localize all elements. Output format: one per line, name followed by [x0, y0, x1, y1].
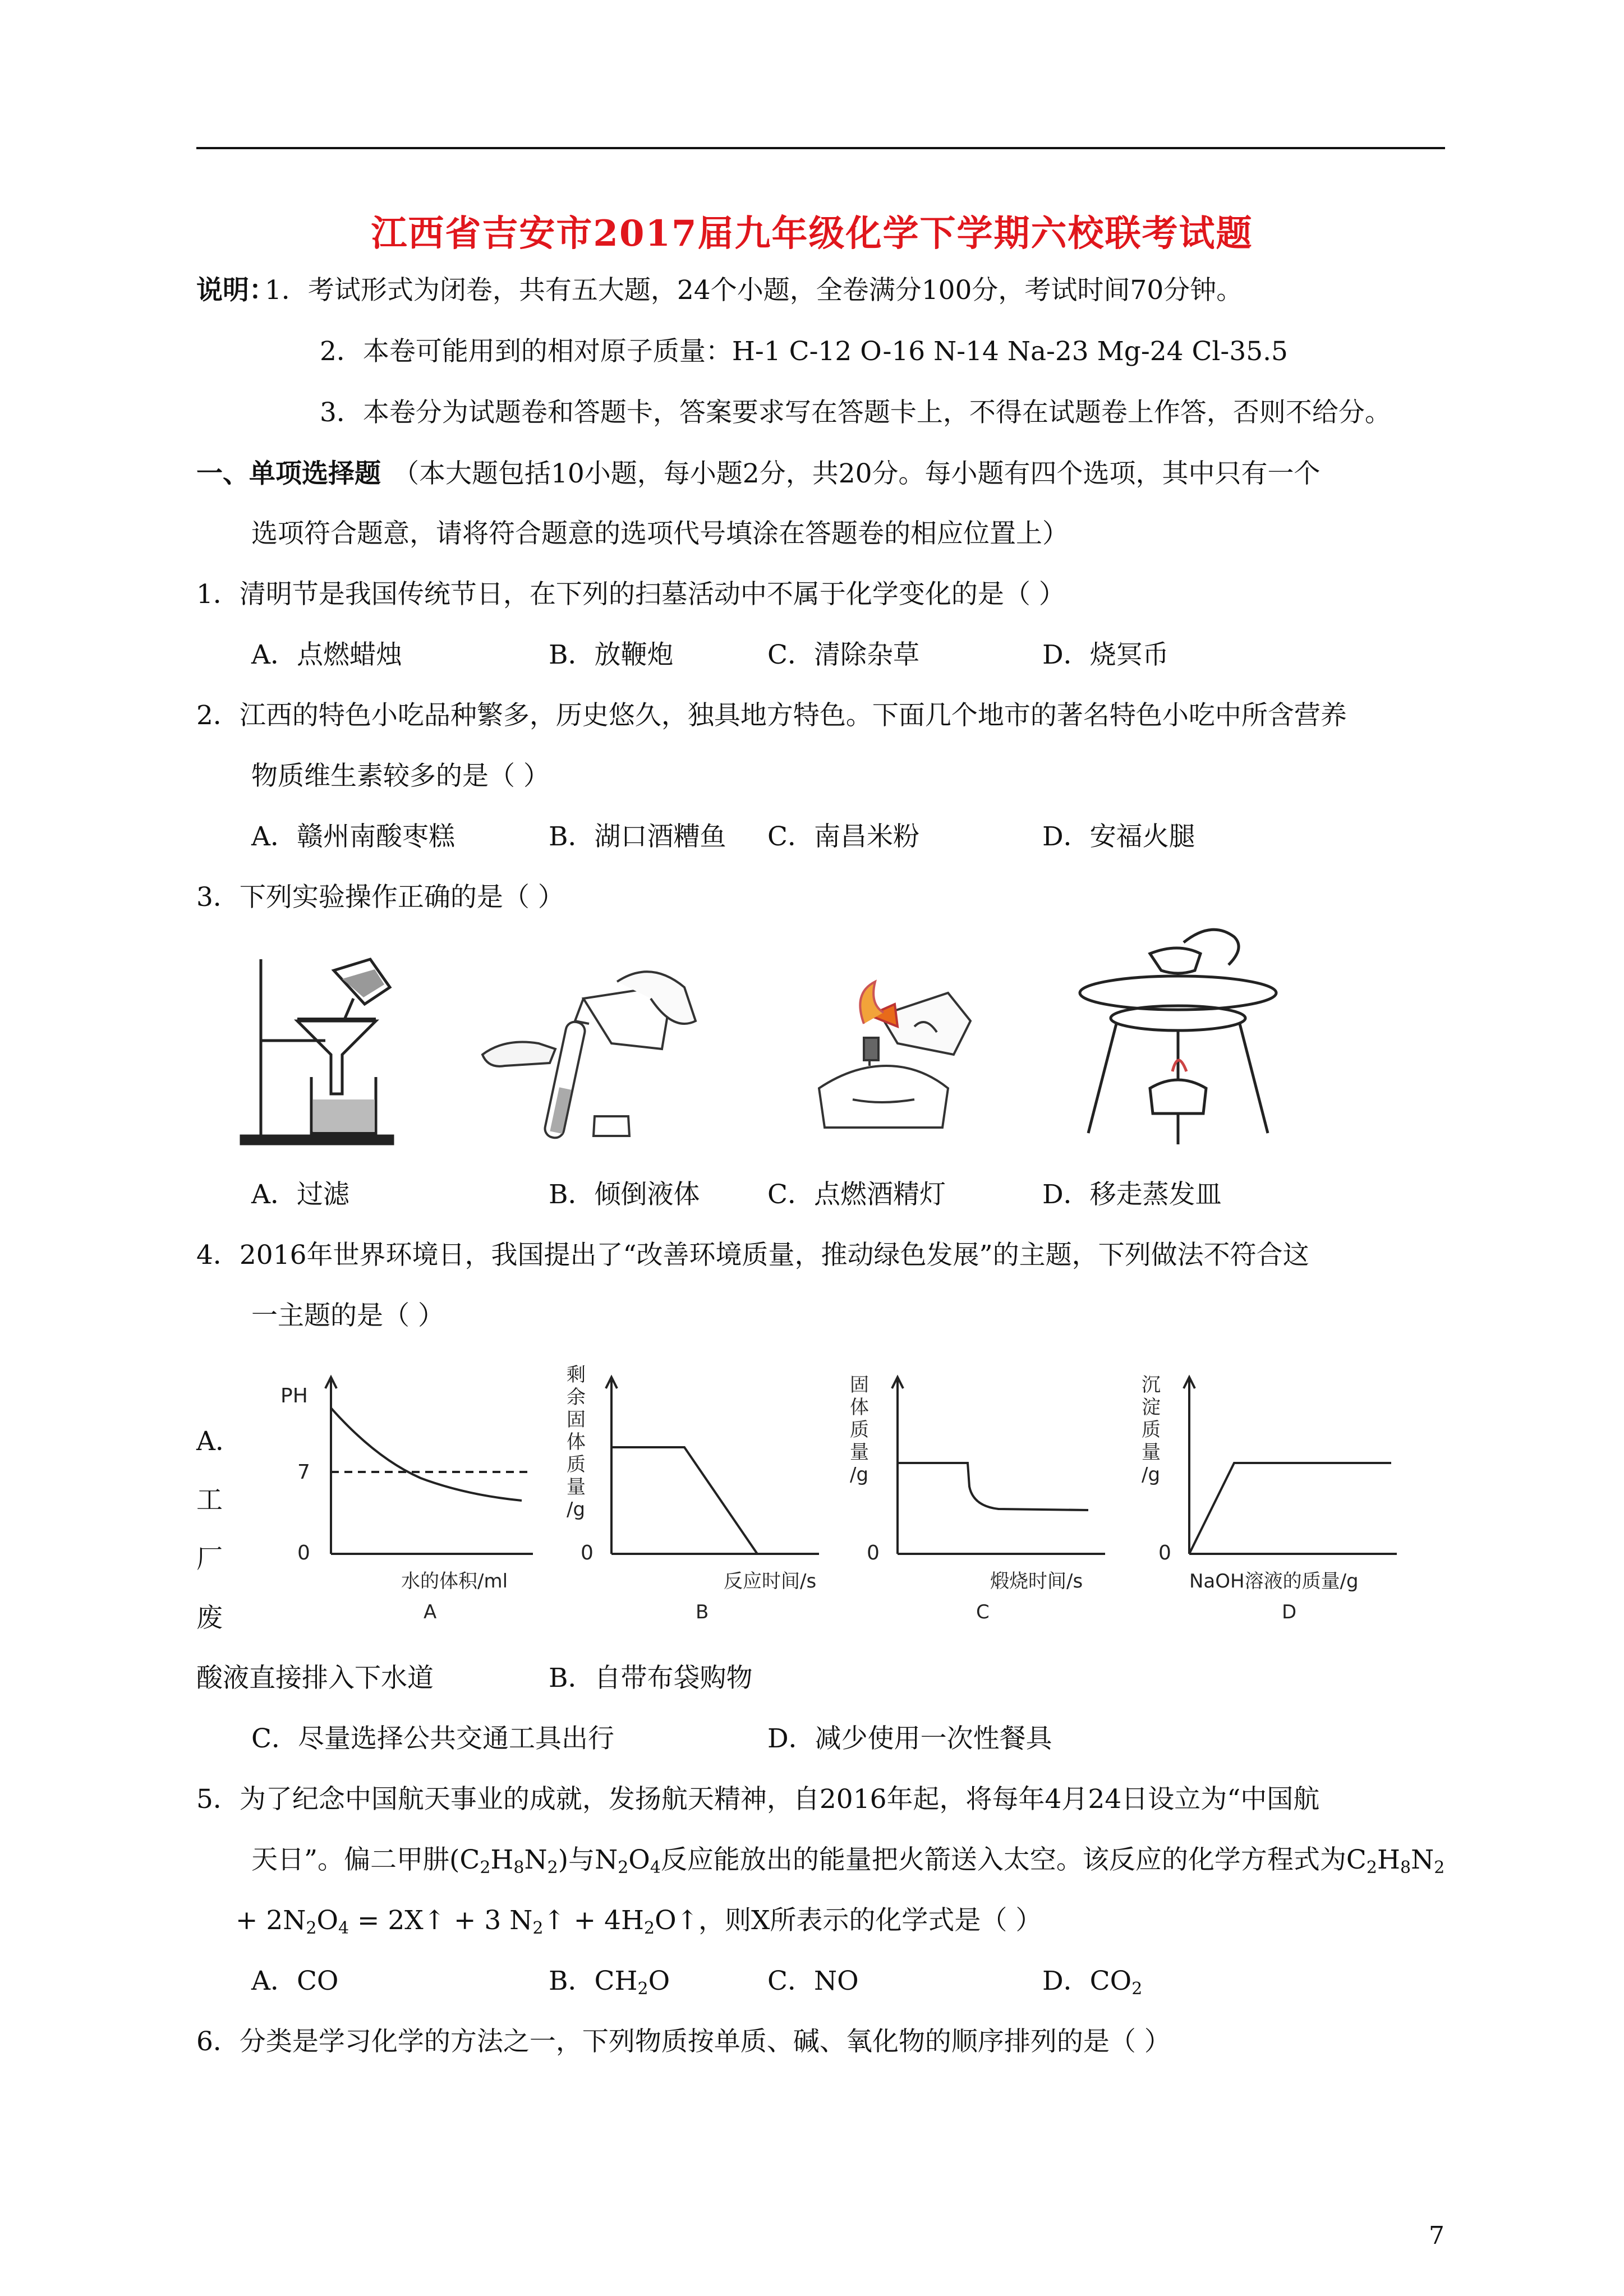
- q2-stem-2: 物质维生素较多的是（ ）: [251, 761, 550, 792]
- graph-b-ylabel-3: 固: [567, 1409, 586, 1431]
- graph-b-ylabel-2: 余: [567, 1386, 586, 1409]
- graph-d-ylabel-5: /g: [1142, 1464, 1161, 1486]
- graph-a-letter: A: [424, 1601, 437, 1623]
- graph-c-ylabel-3: 质: [850, 1419, 869, 1441]
- graph-b-curve: [611, 1447, 757, 1554]
- q2-stem-1: 2．江西的特色小吃品种繁多，历史悠久，独具地方特色。下面几个地市的著名特色小吃中所含营养: [196, 700, 1347, 731]
- q4-stem-2: 一主题的是（ ）: [251, 1300, 444, 1331]
- section-desc-1: （本大题包括10小题，每小题2分，共20分。每小题有四个选项，其中只有一个: [393, 458, 1321, 489]
- q4-option-a-cont: 酸液直接排入下水道: [196, 1663, 434, 1694]
- q4-option-c: C．尽量选择公共交通工具出行: [251, 1723, 614, 1754]
- graph-d-ylabel-1: 沉: [1142, 1374, 1161, 1396]
- graph-a-zero: 0: [297, 1542, 310, 1565]
- q1-option-a: A．点燃蜡烛: [251, 639, 402, 670]
- graph-a-ylabel: PH: [280, 1384, 308, 1407]
- q5-option-d: D．$CO_2$: [1042, 1966, 1143, 1999]
- filtration-illustration: [236, 948, 404, 1150]
- section-desc-2: 选项符合题意，请将符合题意的选项代号填涂在答题卷的相应位置上）: [251, 518, 1069, 549]
- graph-b-ylabel-6: 量: [567, 1476, 586, 1498]
- pouring-liquid-illustration: [471, 965, 707, 1150]
- graph-c-zero: 0: [867, 1542, 880, 1565]
- graph-c-ylabel-4: 量: [850, 1441, 869, 1464]
- graph-b-zero: 0: [581, 1542, 594, 1565]
- evaporating-dish-illustration: [1066, 920, 1301, 1156]
- q5-stem-2: 天日”。偏二甲肼$(C_2H_8N_2)$与$N_2O_4$反应能放出的能量把火箭送入太空。该反应的化学方程式为$C_2H_8N_2$: [251, 1844, 1445, 1878]
- q3-option-a: A．过滤: [251, 1179, 349, 1210]
- graph-d-xlabel: NaOH溶液的质量/g: [1189, 1570, 1359, 1593]
- graph-a: [264, 1369, 567, 1632]
- q3-option-d: D．移走蒸发皿: [1042, 1179, 1222, 1210]
- graph-b-ylabel-7: /g: [567, 1498, 586, 1521]
- q4-vert-3: 厂: [196, 1544, 223, 1575]
- graph-d-curve: [1189, 1463, 1391, 1554]
- q4-vert-4: 废: [196, 1603, 223, 1634]
- graph-c-ylabel-1: 固: [850, 1374, 869, 1396]
- graph-c: [841, 1369, 1133, 1632]
- graph-b-ylabel-1: 剩: [567, 1364, 586, 1386]
- graph-a-tick7: 7: [297, 1461, 310, 1484]
- note-3: 3．本卷分为试题卷和答题卡，答案要求写在答题卡上，不得在试题卷上作答，否则不给分。: [320, 397, 1391, 428]
- q2-option-d: D．安福火腿: [1042, 821, 1195, 852]
- q1-stem: 1．清明节是我国传统节日，在下列的扫墓活动中不属于化学变化的是（ ）: [196, 579, 1065, 610]
- note-2: 2．本卷可能用到的相对原子质量：H-1 C-12 O-16 N-14 Na-23 Mg-24 Cl-35.5: [320, 336, 1288, 367]
- q6-stem: 6．分类是学习化学的方法之一，下列物质按单质、碱、氧化物的顺序排列的是（ ）: [196, 2026, 1171, 2057]
- q3-stem: 3．下列实验操作正确的是（ ）: [196, 882, 564, 913]
- notes-label: 说明：: [196, 275, 275, 306]
- graph-c-ylabel-5: /g: [850, 1464, 869, 1486]
- q1-option-b: B．放鞭炮: [549, 639, 674, 670]
- q1-option-c: C．清除杂草: [767, 639, 919, 670]
- graph-d-ylabel-3: 质: [1142, 1419, 1161, 1441]
- graph-b-ylabel-4: 体: [567, 1431, 586, 1453]
- page-number: 7: [1429, 2221, 1444, 2250]
- q2-option-b: B．湖口酒糟鱼: [549, 821, 726, 852]
- header-rule: [196, 147, 1445, 149]
- note-1: 1．考试形式为闭卷，共有五大题，24个小题，全卷满分100分，考试时间70分钟。: [265, 275, 1243, 306]
- q1-option-d: D．烧冥币: [1042, 639, 1169, 670]
- q4-vert-1: A．: [196, 1426, 242, 1457]
- graph-d-letter: D: [1282, 1601, 1297, 1623]
- graph-b-ylabel-5: 质: [567, 1453, 586, 1476]
- graph-d-ylabel-4: 量: [1142, 1441, 1161, 1464]
- q5-option-c: C．NO: [767, 1966, 859, 1996]
- graph-c-ylabel-2: 体: [850, 1396, 869, 1419]
- q3-option-c: C．点燃酒精灯: [767, 1179, 946, 1210]
- q4-stem-1: 4．2016年世界环境日，我国提出了“改善环境质量，推动绿色发展”的主题，下列做法不符合这: [196, 1240, 1309, 1271]
- graph-c-letter: C: [976, 1601, 990, 1623]
- graph-d-ylabel-2: 淀: [1142, 1396, 1161, 1419]
- q5-stem-3: + $2N_2O_4$ = 2X↑ + 3 $N_2↑$ + $4H_2O↑$，则X所表示的化学式是（ ）: [236, 1905, 1042, 1938]
- page-title: 江西省吉安市2017届九年级化学下学期六校联考试题: [371, 213, 1253, 255]
- q2-option-a: A．赣州南酸枣糕: [251, 821, 455, 852]
- graph-b-letter: B: [696, 1601, 709, 1623]
- graph-d: [1133, 1369, 1447, 1632]
- section-heading: 一、单项选择题: [196, 458, 381, 489]
- q5-stem-1: 5．为了纪念中国航天事业的成就，发扬航天精神，自2016年起，将每年4月24日设立为“中国航: [196, 1784, 1320, 1815]
- graph-a-curve: [331, 1408, 522, 1501]
- graph-b-xlabel: 反应时间/s: [724, 1570, 817, 1593]
- q4-option-b: B．自带布袋购物: [549, 1663, 753, 1694]
- graph-c-xlabel: 煅烧时间/s: [990, 1570, 1083, 1593]
- q4-vert-2: 工: [196, 1485, 223, 1516]
- graph-c-curve: [898, 1463, 1088, 1510]
- q4-option-d: D．减少使用一次性餐具: [767, 1723, 1052, 1754]
- graph-d-zero: 0: [1158, 1542, 1171, 1565]
- q3-option-b: B．倾倒液体: [549, 1179, 700, 1210]
- graph-a-xlabel: 水的体积/ml: [401, 1570, 508, 1593]
- q2-option-c: C．南昌米粉: [767, 821, 919, 852]
- q5-option-b: B．$CH_2O$: [549, 1966, 670, 1999]
- graph-b: [555, 1363, 847, 1632]
- q5-option-a: A．CO: [251, 1966, 339, 1996]
- lighting-lamp-illustration: [785, 959, 987, 1150]
